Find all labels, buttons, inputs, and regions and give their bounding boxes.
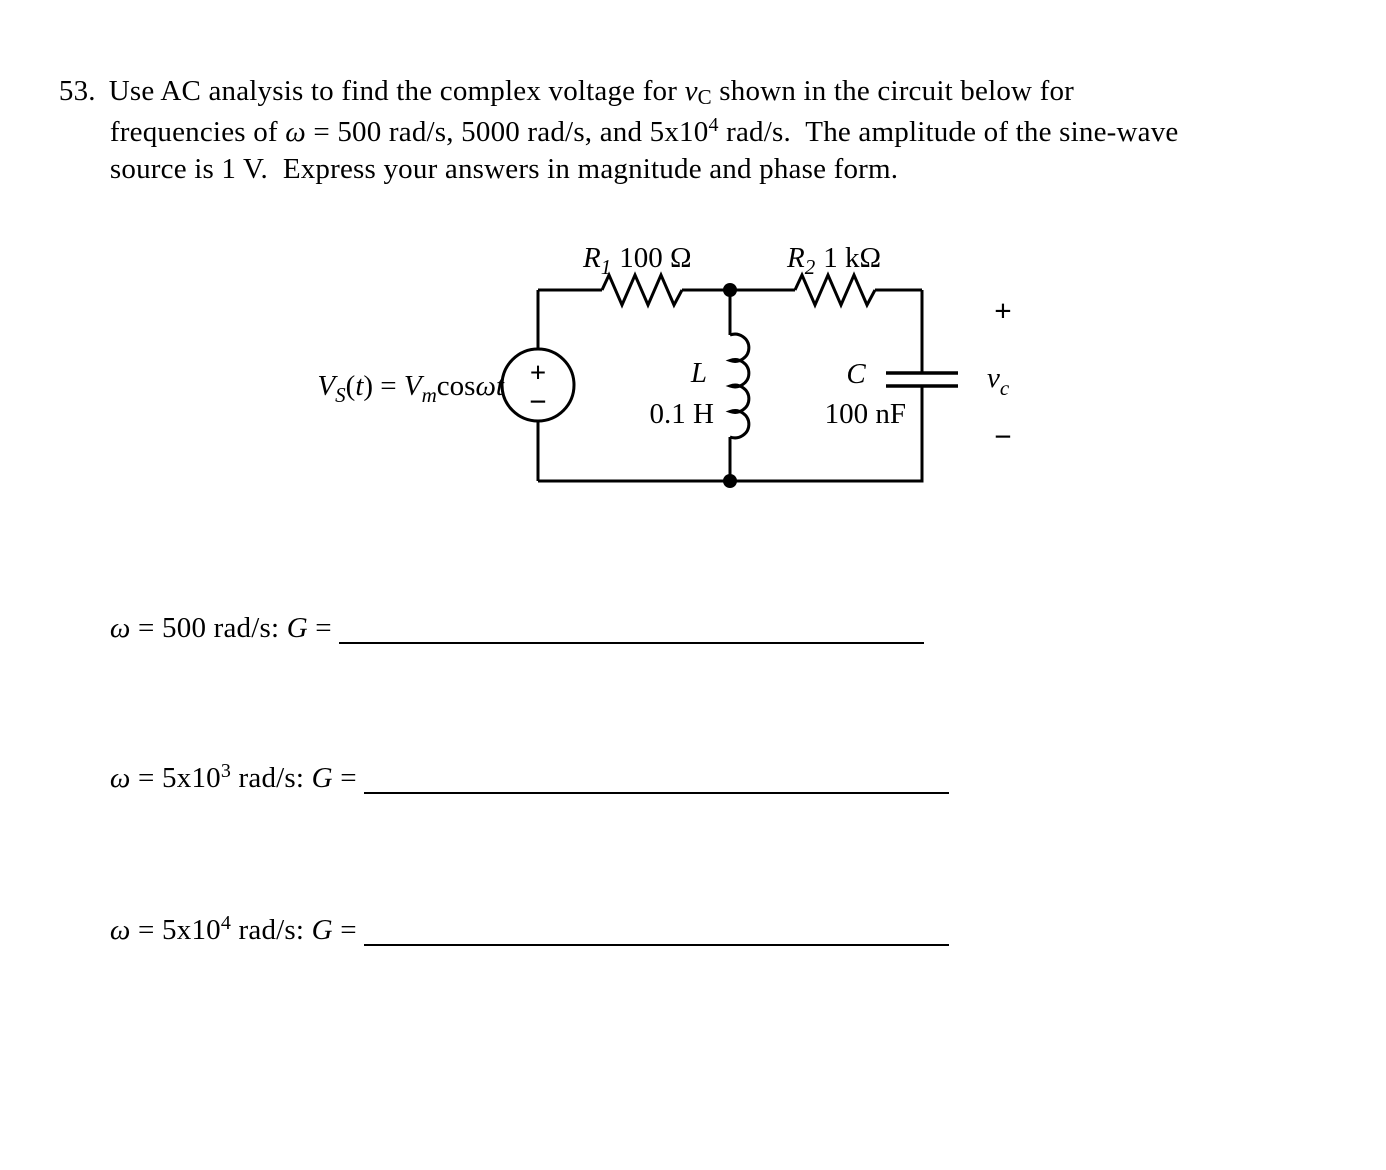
capacitor-name-label: C [846,358,866,390]
source-minus-sign: − [529,384,547,419]
problem-number: 53. [58,75,96,107]
ans3-sup: 4 [220,912,232,934]
source-equation-label [317,370,505,407]
answer-row-5e3 [95,727,949,795]
r1-name: R [583,242,601,274]
circuit-diagram [0,0,1386,560]
problem-text-3: source is 1 V. Express your answers in magnitude and phase form. [109,153,899,185]
problem-text-1b: shown in the circuit below for [711,75,1075,107]
inductor-name-label: L [690,357,708,389]
r2-value: 1 kΩ [823,242,882,274]
ans2-sup: 3 [220,760,232,782]
answer-blank-5e3 [364,788,949,794]
ans1-G: G [286,612,308,644]
eq-V2: V [403,370,422,402]
ans2-omega: ω [109,762,131,794]
exponent: 4 [708,114,719,136]
vc-variable-sub: C [697,85,712,109]
ans1-pre: = 500 [130,612,207,644]
ans2-mid: rad/s: [231,762,312,794]
r2-sub: 2 [804,255,816,279]
problem-text-2a: frequencies of [109,116,286,148]
answer-row-5e4 [95,879,949,947]
eq-m-sub: m [421,383,437,407]
problem-text-1a: Use AC analysis to find the complex voltage for [108,75,685,107]
ans1-omega: ω [109,612,131,644]
ans2-eq: = [332,762,365,794]
problem-text-2c: rad/s. The amplitude of the sine-wave [718,116,1179,148]
vc-plus-sign: + [994,293,1012,328]
vc-label [987,362,1010,400]
ans2-G: G [311,762,333,794]
inductor-symbol [730,334,749,438]
vc-sub: c [999,376,1010,400]
ans3-G: G [311,914,333,946]
source-plus-sign: + [529,357,547,389]
ans3-pre: = 5x10 [130,914,221,946]
vc-v: v [987,362,1000,394]
inductor-value-label: 0.1 H [649,398,714,430]
eq-cos: cos [436,370,476,402]
vc-minus-sign: − [994,419,1012,454]
r1-value: 100 Ω [619,242,692,274]
eq-S-sub: S [335,383,346,407]
eq-omega-t: ωt [475,370,504,402]
ans3-mid: rad/s: [231,914,312,946]
ans1-eq: = [307,612,340,644]
ans1-mid: rad/s: [206,612,287,644]
ans2-pre: = 5x10 [130,762,221,794]
eq-paren2: ) = [363,370,404,402]
vc-variable: v [684,75,698,107]
capacitor-symbol [886,373,958,386]
capacitor-value-label: 100 nF [824,398,906,430]
answer-blank-5e4 [364,940,949,946]
eq-t: t [355,370,364,402]
answer-row-500 [95,577,924,645]
r1-resistor-symbol [602,275,682,305]
omega-symbol: ω [285,116,306,148]
node-dot-top [723,283,737,297]
r1-sub: 1 [600,255,612,279]
r2-resistor-symbol [795,275,875,305]
ans3-eq: = [332,914,365,946]
node-dot-bottom [723,474,737,488]
answer-blank-500 [339,638,924,644]
ans3-omega: ω [109,914,131,946]
problem-text-2b: = 500 rad/s, 5000 rad/s, and 5x10 [305,116,709,148]
r2-label [786,242,881,279]
r1-label [582,242,692,279]
eq-V: V [317,370,336,402]
r2-name: R [787,242,805,274]
eq-paren1: ( [345,370,356,402]
